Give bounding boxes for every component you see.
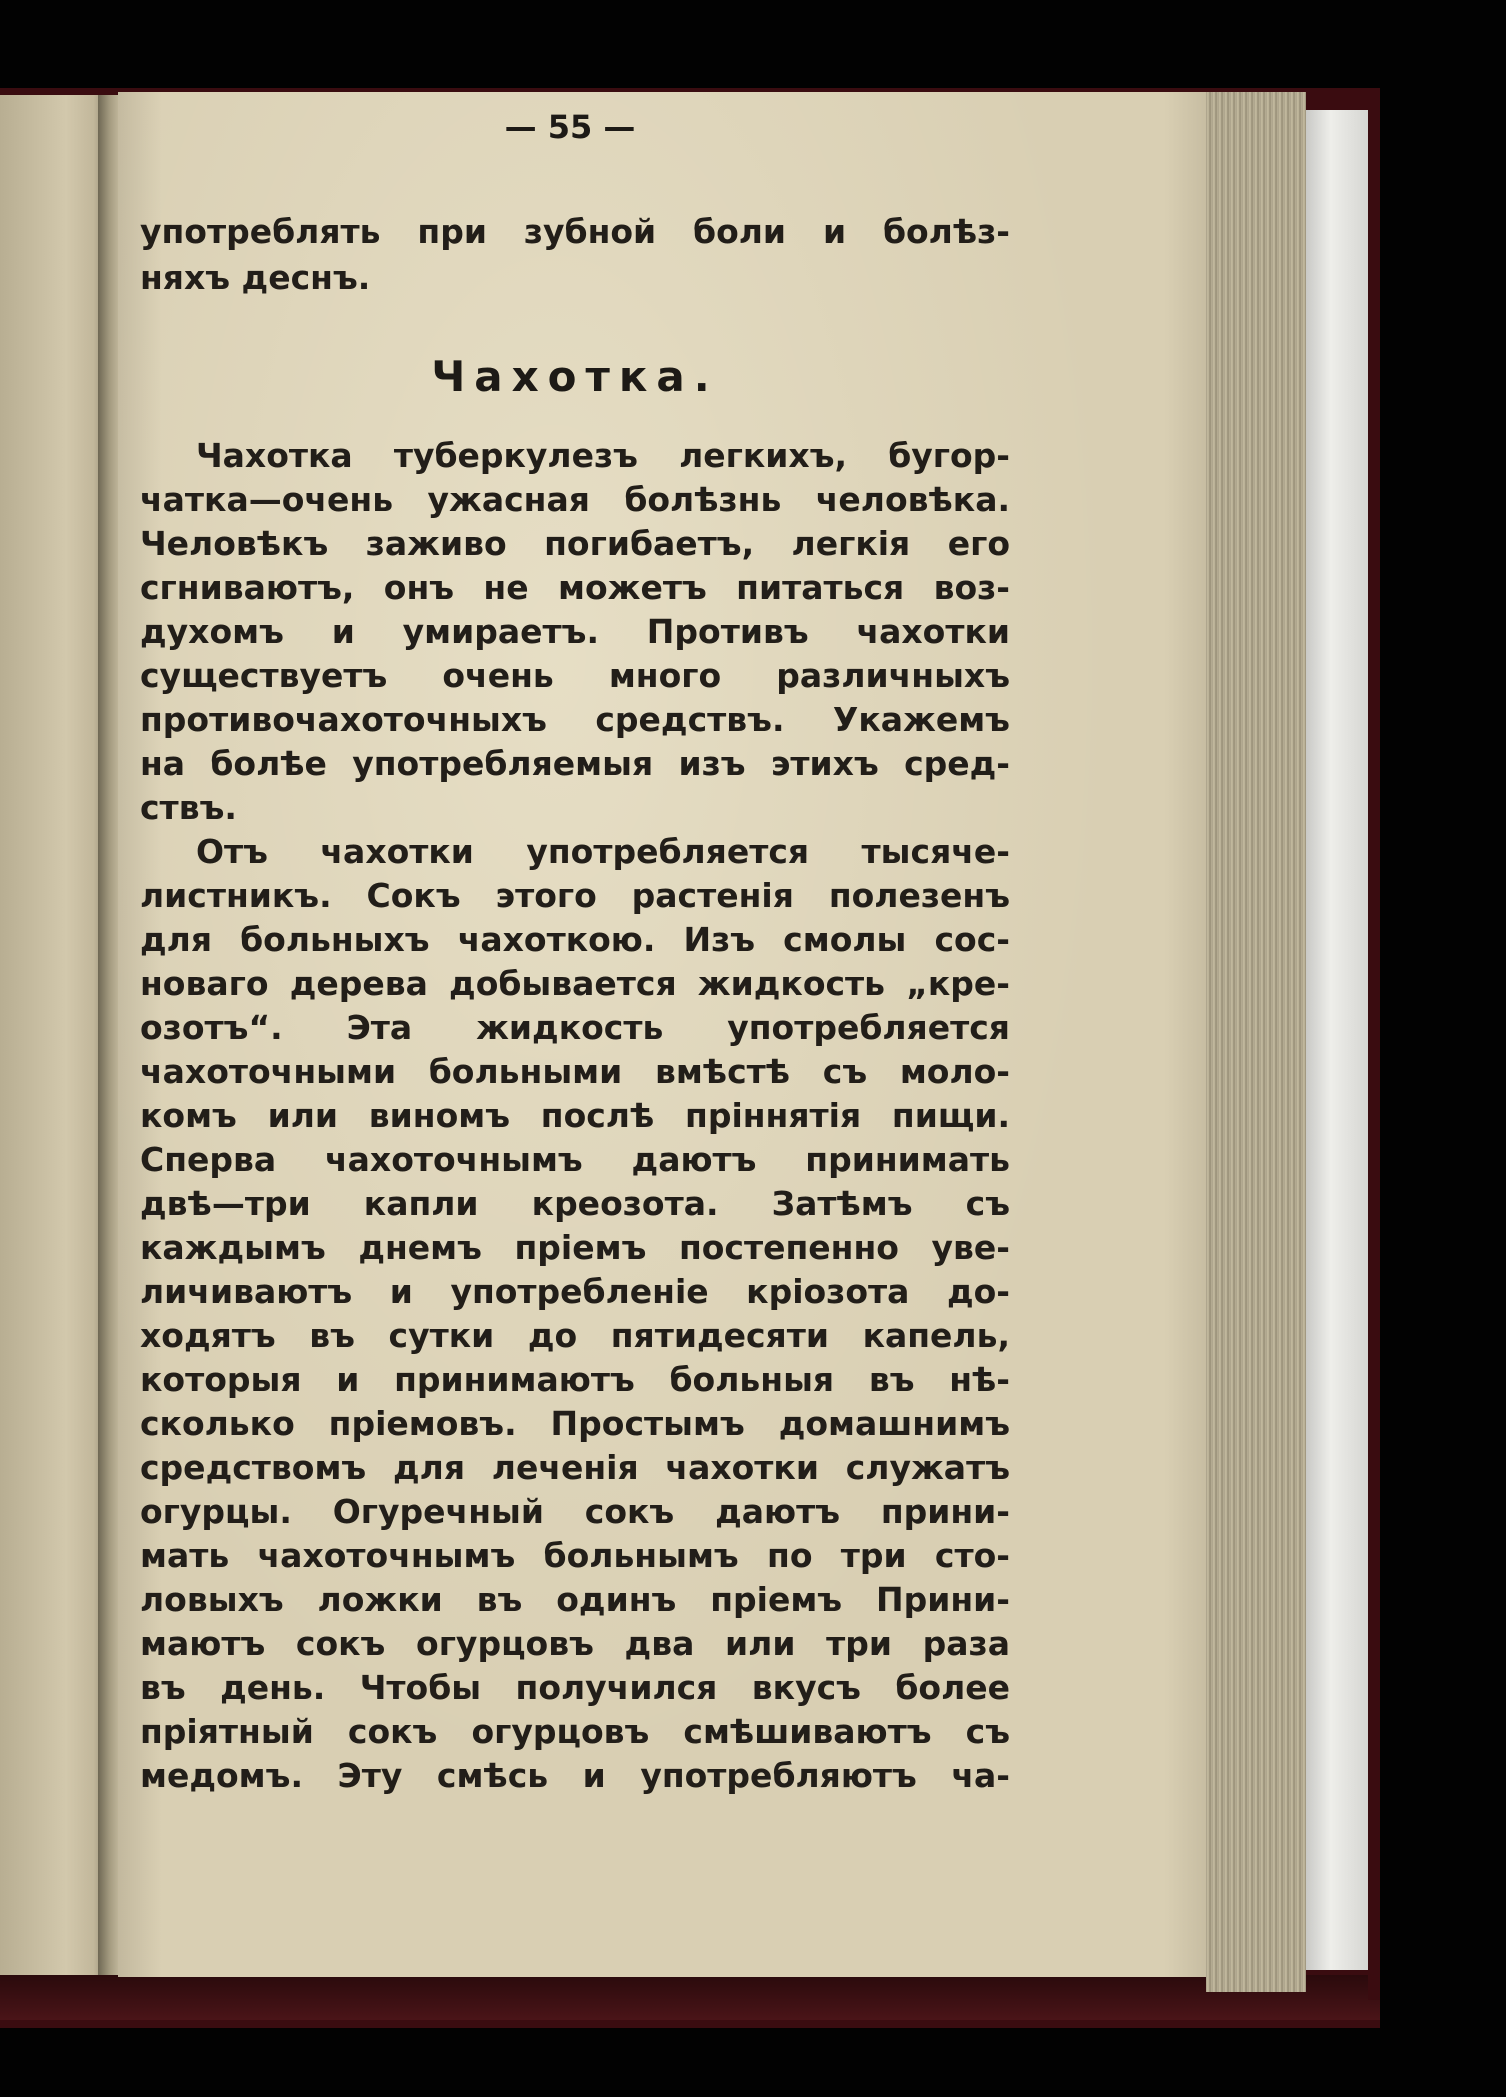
text-line: сгниваютъ, онъ не можетъ питаться воз- [140,568,1010,607]
text-line: мать чахоточнымъ больнымъ по три сто- [140,1536,1010,1575]
text-line: каждымъ днемъ пріемъ постепенно уве- [140,1228,1010,1267]
back-board-edge [1368,100,1380,2000]
text-line: въ день. Чтобы получился вкусъ более [140,1668,1010,1707]
text-line: медомъ. Эту смѣсь и употребляютъ ча- [140,1756,1010,1795]
text-line: листникъ. Сокъ этого растенія полезенъ [140,876,1010,915]
text-line: Чахотка туберкулезъ легкихъ, бугор- [196,436,1010,475]
page-number: — 55 — [504,108,636,146]
text-line: сколько пріемовъ. Простымъ домашнимъ [140,1404,1010,1443]
text-line: чатка—очень ужасная болѣзнь человѣка. [140,480,1010,519]
text-line: личиваютъ и употребленіе кріозота до- [140,1272,1010,1311]
section-heading: Чахотка. [431,352,719,401]
book-cover-bottom-edge [0,1975,1380,2020]
text-line: пріятный сокъ огурцовъ смѣшиваютъ съ [140,1712,1010,1751]
text-line: комъ или виномъ послѣ пріннятія пищи. [140,1096,1010,1135]
text-line: Человѣкъ заживо погибаетъ, легкія его [140,524,1010,563]
text-line: употреблять при зубной боли и болѣз- [140,212,1010,251]
back-board [1306,110,1368,1970]
text-line: двѣ—три капли креозота. Затѣмъ съ [140,1184,1010,1223]
text-line: существуетъ очень много различныхъ [140,656,1010,695]
text-line: ствъ. [140,788,237,827]
text-line: Отъ чахотки употребляется тысяче- [196,832,1010,871]
text-line: маютъ сокъ огурцовъ два или три раза [140,1624,1010,1663]
page-edges [1206,92,1306,1992]
text-line: няхъ деснъ. [140,258,371,297]
text-line: противочахоточныхъ средствъ. Укажемъ [140,700,1010,739]
text-line: ловыхъ ложки въ одинъ пріемъ Прини- [140,1580,1010,1619]
text-line: огурцы. Огуречный сокъ даютъ прини- [140,1492,1010,1531]
text-line: которыя и принимаютъ больныя въ нѣ- [140,1360,1010,1399]
text-line: на болѣе употребляемыя изъ этихъ сред- [140,744,1010,783]
left-page [0,95,110,1975]
text-line: чахоточными больными вмѣстѣ съ моло- [140,1052,1010,1091]
text-line: озотъ“. Эта жидкость употребляется [140,1008,1010,1047]
text-line: ходятъ въ сутки до пятидесяти капель, [140,1316,1010,1355]
text-line: новаго дерева добывается жидкость „кре- [140,964,1010,1003]
text-line: духомъ и умираетъ. Противъ чахотки [140,612,1010,651]
text-line: для больныхъ чахоткою. Изъ смолы сос- [140,920,1010,959]
text-line: Сперва чахоточнымъ даютъ принимать [140,1140,1010,1179]
text-line: средствомъ для леченія чахотки служатъ [140,1448,1010,1487]
